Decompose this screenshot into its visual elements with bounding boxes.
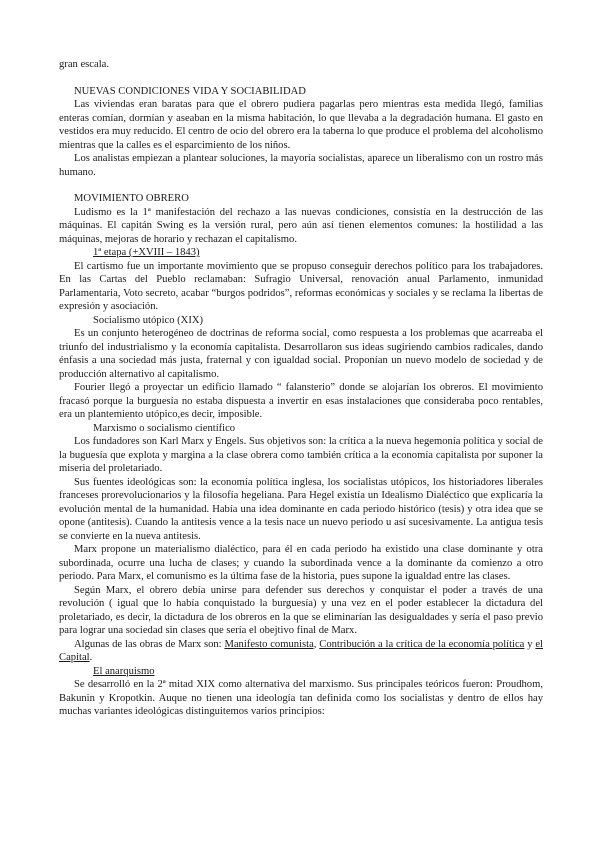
work-title: Contribución a la crítica de la economía política: [319, 638, 525, 650]
paragraph: Las viviendas eran baratas para que el obrero pudiera pagarlas pero mientras esta medida llegó, familias enteras comían, dormían y aseaban en la misma habitación, lo que llevaba a la degradación humana. El gasto en vestidos era muy reducido. El centro de ocio del obrero era la taberna lo que produce el problema del alcoholismo mientras que la calles es el esparcimiento de los niños.: [59, 99, 543, 151]
works-end: .: [89, 652, 93, 663]
intro-tail: gran escala.: [59, 59, 109, 70]
paragraph: Según Marx, el obrero debía unirse para defender sus derechos y conquistar el poder a través de una revolución ( igual que lo había conquistado la burguesía) y una vez en el poder establecer la dictadura del proletariado, es decir, la dictadura de los obreros en la que se eliminarían las desigualdades y sería el paso previo para lograr una sociedad sin clases que sería el obejtivo final de Marx.: [59, 584, 543, 636]
paragraph: Los fundadores son Karl Marx y Engels. Sus objetivos son: la crítica a la nueva hegemonía política y social de la buguesía que explota y margina a la clase obrera como también crítica a la economía capitalista por suponer la miseria del proletariado.: [59, 436, 543, 474]
paragraph: Sus fuentes ideológicas son: la economía política inglesa, los socialistas utópicos, los historiadores liberales franceses prorevolucionarios y la filosofía hegeliana. Para Hegel existía un Idealismo Dialéctico que explicaría la evolución mental de la humanidad. Había una idea dominante en cada periodo histórico (tesis) y otra idea que se opone (antitesis). Cuando la antitesis vence a la tesis nace un nuevo periodo u así sucesivamente. La antigua tesis se convierte en la nueva antitesis.: [59, 476, 543, 542]
paragraph: Se desarrolló en la 2ª mitad XIX como alternativa del marxismo. Sus principales teóricos fueron: Proudhom, Bakunin y Kropotkin. Auque no tienen una ideología tan definida como los socialistas y dentro de ellos hay muchas variantes ideológicas distinguitemos varios principios:: [59, 679, 543, 717]
paragraph: Ludismo es la 1ª manifestación del rechazo a las nuevas condiciones, consistía en la destrucción de las máquinas. El capitán Swing es la versión rural, pero aún así tienen elementos comunes: la hostilidad a las máquinas, mejoras de horario y rechazan el capitalismo.: [59, 206, 543, 245]
section-heading-labor-movement: MOVIMIENTO OBRERO: [74, 193, 189, 204]
paragraph: Es un conjunto heterogéneo de doctrinas de reforma social, como respuesta a los problemas que acarreaba el triunfo del industrialismo y la economía capitalista. Desarrollaron sus ideas sugiriendo cambios radicales, dando énfasis a una sociedad más justa, fraternal y con igualdad social. Proponían un nuevo modelo de sociedad y de producción alternativo al capitalismo.: [59, 328, 543, 380]
spacer: [59, 72, 543, 85]
subheading-marxism: Marxismo o socialismo científico: [93, 422, 236, 434]
subheading-anarchism: El anarquismo: [93, 665, 155, 677]
works-conjunction: y: [524, 638, 536, 650]
paragraph: Marx propone un materialismo dialéctico, para él en cada periodo ha existido una clase dominante y otra subordinada, ocurre una lucha de clases; y cuando la subordinada vence a la dominante da comienzo a otro periodo. Para Marx, el comunismo es la última fase de la historia, pues supone la igualdad entre las clases.: [59, 544, 543, 582]
paragraph: Los analistas empiezan a plantear soluciones, la mayoría socialistas, aparece un liberalismo con un rostro más humano.: [59, 153, 543, 178]
subheading-utopian-socialism: Socialismo utópico (XIX): [93, 314, 204, 326]
works-intro: Algunas de las obras de Marx son:: [74, 638, 225, 650]
paragraph: El cartismo fue un importante movimiento que se propuso conseguir derechos político para los trabajadores. En las Cartas del Pueblo reclamaban: Sufragio Universal, renovación anual Parlamento, inmunidad Parlamentaria, Voto secreto, acabar “burgos podridos”, reformas económicas y sociales y se reclama la libertas de expresión y asociación.: [59, 260, 543, 312]
section-heading-living-conditions: NUEVAS CONDICIONES VIDA Y SOCIABILIDAD: [74, 85, 306, 97]
work-title: Manifesto comunista,: [224, 638, 317, 650]
subheading-first-stage: 1ª etapa (+XVIII – 1843): [93, 247, 200, 258]
paragraph-marx-works: [59, 638, 543, 665]
work-title: el Capital: [59, 638, 544, 663]
spacer: [59, 179, 543, 192]
paragraph: Fourier llegó a proyectar un edificio llamado “ falansterio” donde se alojarían los obreros. El movimiento fracasó porque la burguesía no estaba dispuesta a invertir en esas instalaciones que consideraba poco rentables, era un plantemiento utópico,es decir, imposible.: [59, 382, 543, 420]
